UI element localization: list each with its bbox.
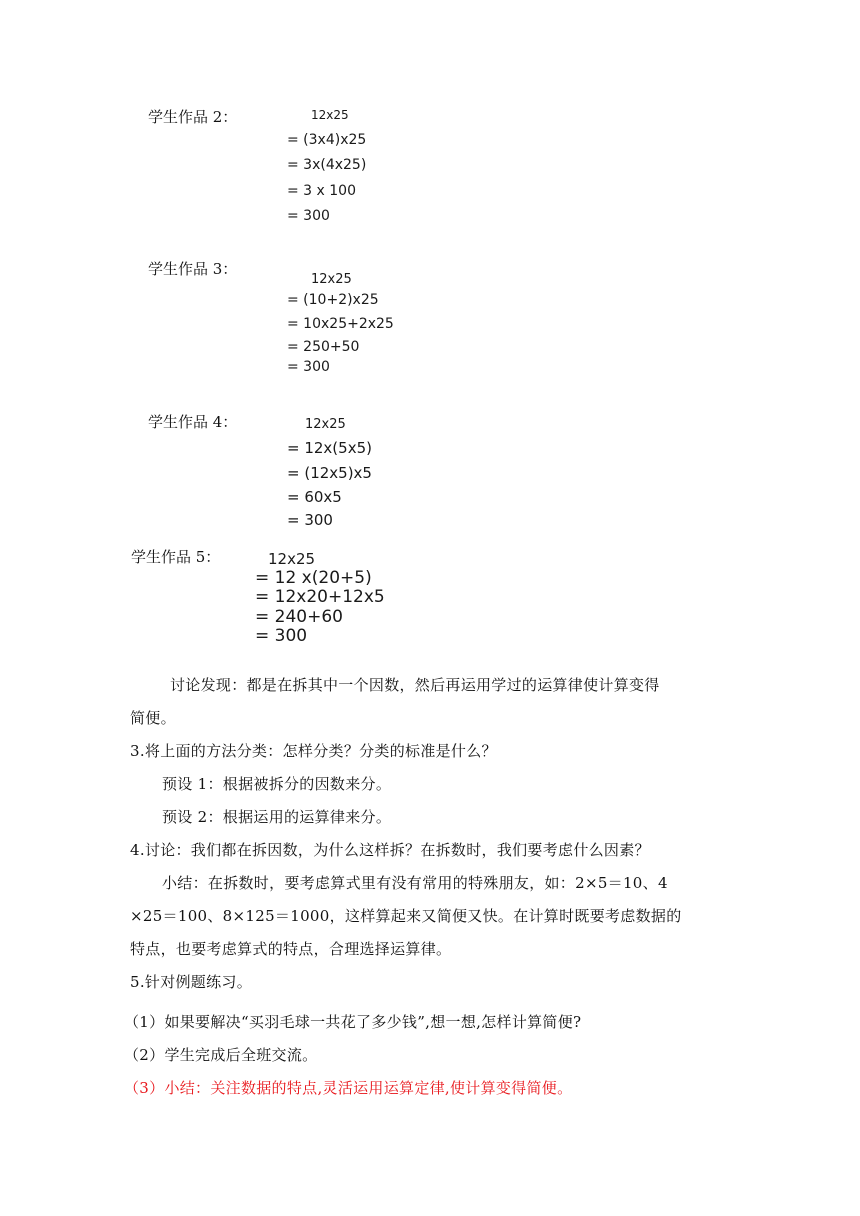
calc-line: = 300: [255, 626, 308, 646]
preset-1: 预设 1：根据被拆分的因数来分。: [162, 775, 392, 793]
step-3-heading: 3.将上面的方法分类：怎样分类？分类的标准是什么？: [130, 742, 497, 760]
summary-text-1: 小结：在拆数时，要考虑算式里有没有常用的特殊朋友，如：2×5＝10、4: [162, 874, 668, 892]
calc-line: = 300: [287, 359, 330, 375]
calc-line: = 250+50: [287, 339, 360, 355]
sub-item-2: （2）学生完成后全班交流。: [124, 1046, 318, 1064]
calc-line: = (10+2)x25: [287, 292, 379, 308]
calc-line: = 3x(4x25): [287, 157, 367, 173]
calc-line: = 12x20+12x5: [255, 587, 385, 607]
calc-line: = 10x25+2x25: [287, 316, 394, 332]
student-work-2-calculation: [287, 108, 427, 233]
calc-line: = 300: [287, 511, 333, 529]
calc-line: = 60x5: [287, 488, 342, 506]
calc-line: = 12 x(20+5): [255, 568, 372, 588]
sub-item-1: （1）如果要解决“买羽毛球一共花了多少钱”,想一想,怎样计算简便?: [124, 1013, 582, 1031]
step-4-heading: 4.讨论：我们都在拆因数，为什么这样拆？在拆数时，我们要考虑什么因素？: [130, 841, 650, 859]
summary-text-2: ×25＝100、8×125＝1000，这样算起来又简便又快。在计算时既要考虑数据的: [130, 907, 682, 925]
calc-line: = 300: [287, 208, 330, 224]
discovery-text: 讨论发现：都是在拆其中一个因数，然后再运用学过的运算律使计算变得: [170, 676, 660, 694]
calc-line: = 3 x 100: [287, 183, 356, 199]
student-work-3-calculation: [287, 272, 427, 382]
calc-line: = 240+60: [255, 607, 343, 627]
calc-line: 12x25: [268, 550, 316, 568]
calc-line: = (12x5)x5: [287, 464, 372, 482]
summary-text-3: 特点，也要考虑算式的特点，合理选择运算律。: [130, 940, 452, 958]
calc-line: 12x25: [311, 272, 352, 287]
student-work-3-label: 学生作品 3：: [148, 260, 238, 278]
sub-item-3-summary: （3）小结：关注数据的特点,灵活运用运算定律,使计算变得简便。: [124, 1079, 573, 1097]
calc-line: 12x25: [305, 417, 346, 432]
student-work-5-calculation: [255, 550, 395, 650]
discovery-text-cont: 简便。: [130, 709, 176, 727]
calc-line: = (3x4)x25: [287, 132, 367, 148]
preset-2: 预设 2：根据运用的运算律来分。: [162, 808, 392, 826]
calc-line: 12x25: [311, 108, 349, 122]
step-5-heading: 5.针对例题练习。: [130, 973, 253, 991]
student-work-5-label: 学生作品 5：: [131, 548, 221, 566]
calc-line: = 12x(5x5): [287, 439, 372, 457]
student-work-2-label: 学生作品 2：: [148, 108, 238, 126]
student-work-4-label: 学生作品 4：: [148, 413, 238, 431]
student-work-4-calculation: [287, 417, 427, 532]
